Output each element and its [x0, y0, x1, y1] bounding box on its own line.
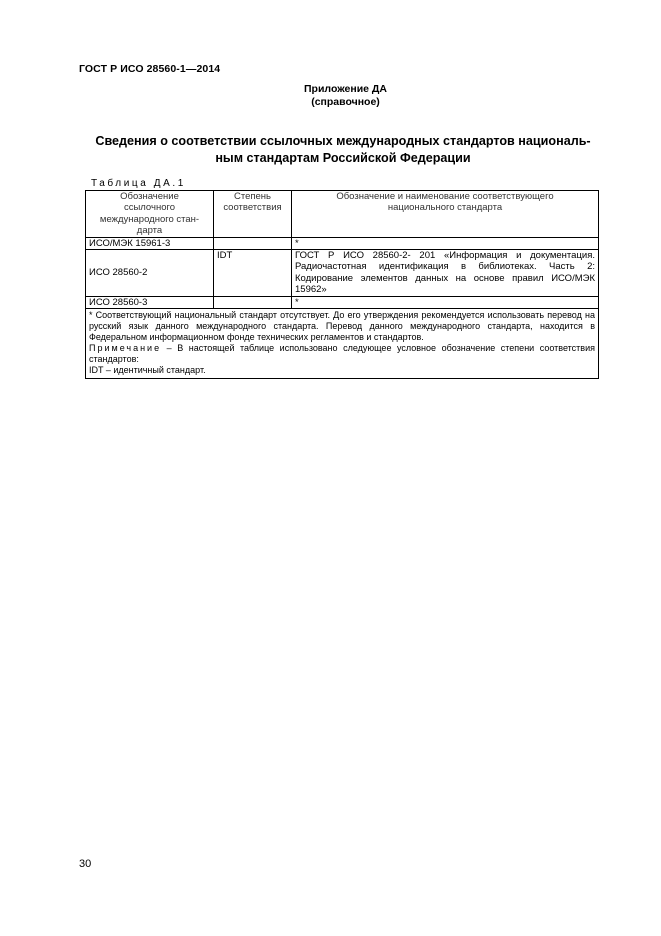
- note-label: Примечание: [89, 343, 162, 354]
- cell-national: ГОСТ Р ИСО 28560-2- 201 «Информация и документация. Радиочастотная идентификация в библиотеках. Часть 2: Кодирование элементов данных на основе правил ИСО/МЭК 15962»: [292, 250, 599, 297]
- section-title-line-1: Сведения о соответствии ссылочных международных стандартов националь-: [95, 134, 591, 148]
- footnote-text: * Соответствующий национальный стандарт отсутствует. До его утверждения рекомендуется использовать перевод на русский язык данного международного стандарта. Перевод данного международного стандарта, находится в Федеральном информационном фонде технических регламентов и стандартов.: [89, 310, 595, 343]
- header-national-standard: Обозначение и наименование соответствующего национального стандарта: [292, 191, 599, 238]
- cell-degree: IDT: [214, 250, 292, 297]
- cell-reference: ИСО 28560-2: [86, 250, 214, 297]
- table-footnote-row: [86, 309, 599, 379]
- annex-title: Приложение ДА: [304, 83, 387, 95]
- table-header-row: [86, 191, 599, 238]
- table-label: Таблица ДА.1: [91, 178, 186, 189]
- table-row: [86, 250, 599, 297]
- page-number: 30: [79, 858, 92, 870]
- cell-national: *: [292, 237, 599, 249]
- header-reference-standard: Обозначение ссылочного международного стан-дарта: [86, 191, 214, 238]
- section-title-line-2: ным стандартам Российской Федерации: [215, 151, 471, 165]
- correspondence-table: [85, 190, 599, 379]
- cell-reference: ИСО/МЭК 15961-3: [86, 237, 214, 249]
- table-row: [86, 237, 599, 249]
- cell-reference: ИСО 28560-3: [86, 296, 214, 308]
- header-degree: Степень соответствия: [214, 191, 292, 238]
- table-row: [86, 296, 599, 308]
- note-text: – В настоящей таблице использовано следующее условное обозначение степени соответствия стандартов:: [89, 343, 595, 365]
- cell-national: *: [292, 296, 599, 308]
- table-footnote: [86, 309, 599, 379]
- idt-definition: IDT – идентичный стандарт.: [89, 365, 206, 376]
- section-title: [78, 133, 608, 167]
- document-code: ГОСТ Р ИСО 28560-1—2014: [79, 63, 221, 75]
- cell-degree: [214, 296, 292, 308]
- annex-subtitle: (справочное): [311, 96, 380, 108]
- annex-heading: [0, 83, 661, 109]
- note-paragraph: [89, 343, 595, 365]
- cell-degree: [214, 237, 292, 249]
